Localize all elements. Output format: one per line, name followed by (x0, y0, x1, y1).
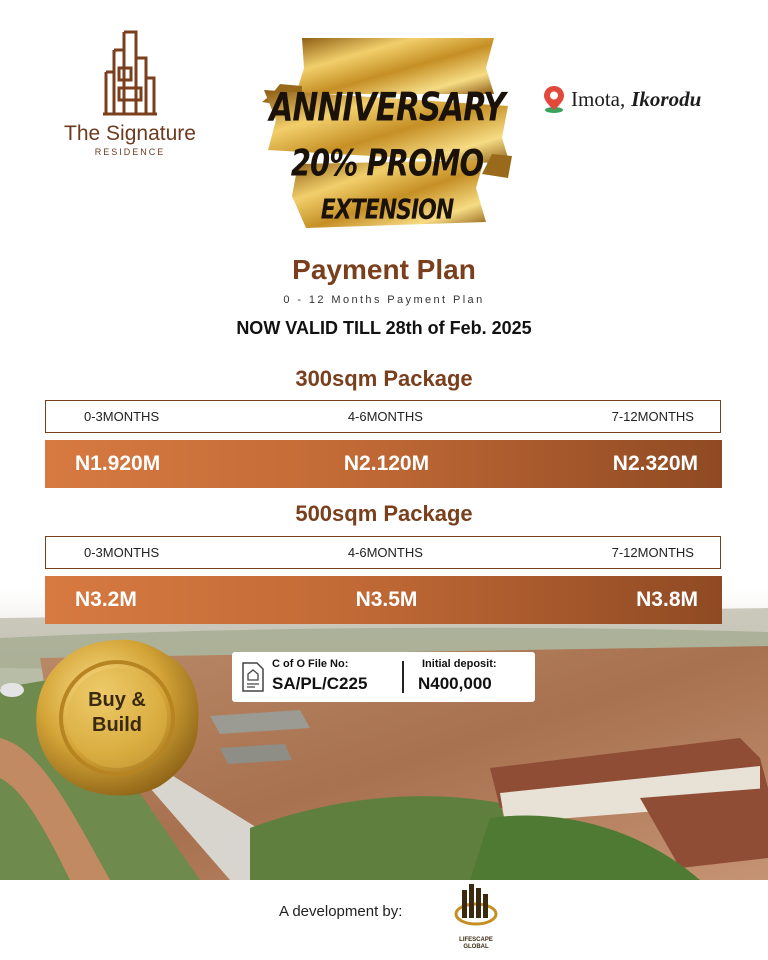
brand-subtitle: RESIDENCE (94, 147, 166, 157)
location-city: Imota, (571, 86, 626, 111)
seal-text (32, 688, 202, 738)
document-icon (241, 662, 265, 692)
map-pin-icon (543, 85, 565, 113)
location (543, 84, 701, 114)
period-label: 0-3MONTHS (84, 545, 160, 560)
package-500-prices (45, 576, 722, 624)
package-300-periods (45, 400, 721, 433)
price-value: N1.920M (75, 452, 161, 475)
period-label: 7-12MONTHS (611, 545, 694, 560)
developer-label: A development by: (279, 903, 403, 920)
card-divider (402, 661, 404, 693)
developer-name-line-1: LIFESCAPE (459, 937, 493, 943)
developer-logo (452, 880, 500, 952)
package-300-title: 300sqm Package (295, 366, 473, 391)
promo-line-1: ANNIVERSARY (269, 85, 505, 131)
brand-logo (40, 28, 220, 168)
period-label: 4-6MONTHS (347, 545, 423, 560)
validity-notice: NOW VALID TILL 28th of Feb. 2025 (236, 318, 532, 338)
payment-plan-subtitle: 0 - 12 Months Payment Plan (283, 294, 485, 306)
seal-line-1: Buy & (88, 689, 146, 711)
location-area: Ikorodu (631, 86, 702, 111)
period-label: 4-6MONTHS (347, 409, 423, 424)
info-card (232, 652, 535, 702)
seal-line-2: Build (92, 714, 142, 736)
price-value: N3.2M (75, 588, 137, 611)
price-value: N3.5M (355, 588, 418, 611)
building-logo-icon (100, 28, 160, 118)
lifescape-logo-icon (454, 880, 498, 930)
developer-name-line-2: GLOBAL (463, 944, 489, 950)
deposit-value: N400,000 (418, 674, 492, 693)
price-value: N2.120M (343, 452, 430, 475)
payment-plan-title: Payment Plan (292, 254, 476, 285)
package-300-prices (45, 440, 722, 488)
deposit-label: Initial deposit: (422, 658, 497, 670)
period-label: 0-3MONTHS (84, 409, 160, 424)
coo-label: C of O File No: (272, 658, 349, 670)
package-500-title: 500sqm Package (295, 501, 473, 526)
price-value: N3.8M (636, 588, 698, 611)
buy-build-seal (32, 636, 202, 798)
period-label: 7-12MONTHS (611, 409, 694, 424)
brand-name: The Signature (64, 122, 196, 145)
price-value: N2.320M (612, 452, 698, 475)
promo-line-3: EXTENSION (320, 194, 454, 227)
coo-value: SA/PL/C225 (272, 674, 368, 693)
developer-name (452, 937, 500, 951)
package-500-periods (45, 536, 721, 569)
promo-line-2: 20% PROMO (290, 141, 484, 185)
promo-ribbon (262, 38, 512, 234)
